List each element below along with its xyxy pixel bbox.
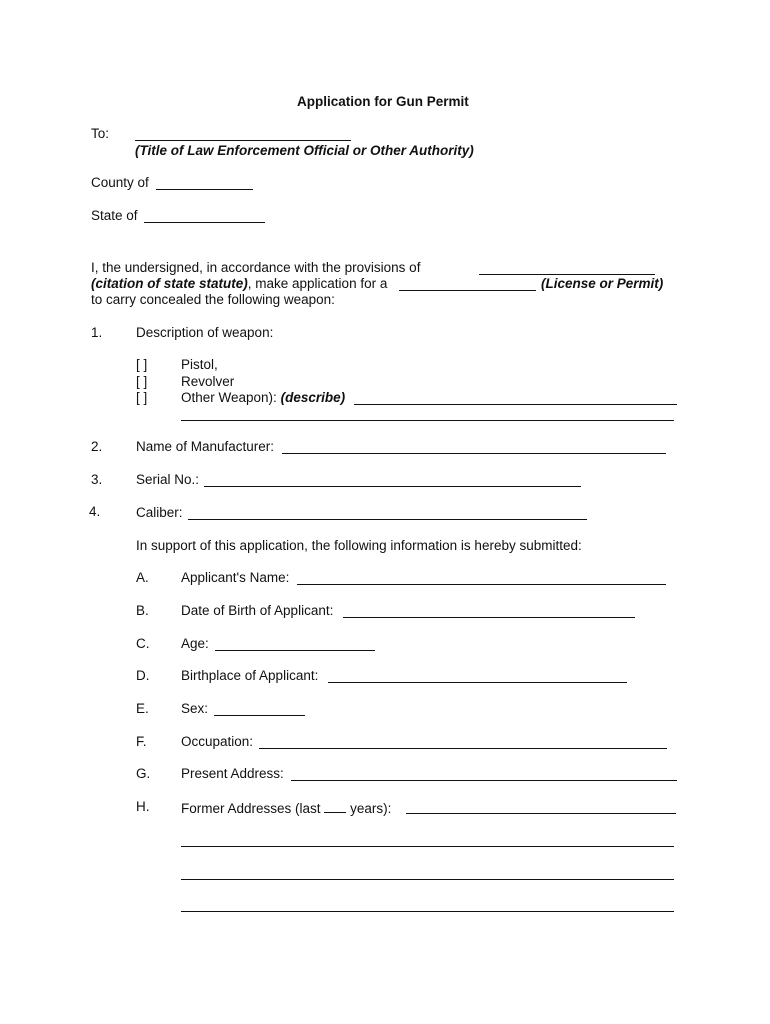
page-title: Application for Gun Permit [297, 94, 469, 109]
citation-caption: (citation of state statute) [91, 276, 248, 291]
other-weapon-label [181, 390, 345, 406]
intro-line-2 [91, 276, 387, 292]
former-address-field-2[interactable] [181, 846, 674, 847]
license-type-field[interactable] [399, 290, 536, 291]
dob-field[interactable] [343, 617, 635, 618]
item-2-number: 2. [91, 439, 103, 454]
state-label: State of [91, 208, 138, 223]
manufacturer-label: Name of Manufacturer: [136, 439, 275, 454]
item-h-letter: H. [136, 799, 150, 814]
serial-label: Serial No.: [136, 472, 200, 487]
to-label: To: [91, 126, 110, 141]
authority-field[interactable] [135, 140, 351, 141]
license-caption: (License or Permit) [541, 276, 664, 291]
former-address-field-3[interactable] [181, 879, 674, 880]
state-field[interactable] [144, 222, 265, 223]
item-1-label: Description of weapon: [136, 325, 274, 340]
other-weapon-field-2[interactable] [181, 420, 674, 421]
former-addresses-label [181, 799, 391, 817]
describe-hint: (describe) [280, 390, 346, 405]
revolver-checkbox[interactable]: [ ] [136, 374, 148, 389]
intro-mid-text: , make application for a [247, 276, 388, 291]
item-f-letter: F. [136, 734, 147, 749]
former-address-field-4[interactable] [181, 911, 674, 912]
applicant-name-field[interactable] [297, 584, 666, 585]
former-addresses-years-text: years): [350, 801, 392, 816]
manufacturer-field[interactable] [282, 453, 666, 454]
applicant-name-label: Applicant's Name: [181, 570, 290, 585]
occupation-field[interactable] [259, 748, 667, 749]
item-4-number: 4. [89, 504, 101, 519]
intro-line-3: to carry concealed the following weapon: [91, 292, 335, 307]
intro-line-1: I, the undersigned, in accordance with the provisions of [91, 260, 421, 275]
item-a-letter: A. [136, 570, 149, 585]
other-weapon-field[interactable] [354, 404, 677, 405]
caliber-label: Caliber: [136, 505, 183, 520]
birthplace-field[interactable] [328, 682, 627, 683]
statute-field[interactable] [479, 274, 655, 275]
caliber-field[interactable] [188, 519, 587, 520]
former-addresses-text: Former Addresses (last [181, 801, 321, 816]
revolver-label: Revolver [181, 374, 235, 389]
sex-label: Sex: [181, 701, 209, 716]
present-address-field[interactable] [291, 780, 677, 781]
birthplace-label: Birthplace of Applicant: [181, 668, 319, 683]
support-text: In support of this application, the following information is hereby submitted: [136, 538, 582, 553]
item-e-letter: E. [136, 701, 149, 716]
county-field[interactable] [156, 189, 253, 190]
former-address-field-1[interactable] [406, 813, 676, 814]
item-c-letter: C. [136, 636, 150, 651]
item-3-number: 3. [91, 472, 103, 487]
present-address-label: Present Address: [181, 766, 284, 781]
serial-field[interactable] [204, 486, 581, 487]
item-d-letter: D. [136, 668, 150, 683]
pistol-label: Pistol, [181, 357, 218, 372]
age-field[interactable] [215, 650, 375, 651]
item-b-letter: B. [136, 603, 149, 618]
age-label: Age: [181, 636, 209, 651]
pistol-checkbox[interactable]: [ ] [136, 357, 148, 372]
other-weapon-checkbox[interactable]: [ ] [136, 390, 148, 405]
sex-field[interactable] [214, 715, 305, 716]
occupation-label: Occupation: [181, 734, 254, 749]
years-field[interactable] [324, 799, 346, 813]
authority-caption: (Title of Law Enforcement Official or Other Authority) [135, 143, 474, 158]
item-g-letter: G. [136, 766, 151, 781]
item-1-number: 1. [91, 325, 103, 340]
dob-label: Date of Birth of Applicant: [181, 603, 334, 618]
county-label: County of [91, 175, 149, 190]
other-weapon-text: Other Weapon): [181, 390, 277, 405]
